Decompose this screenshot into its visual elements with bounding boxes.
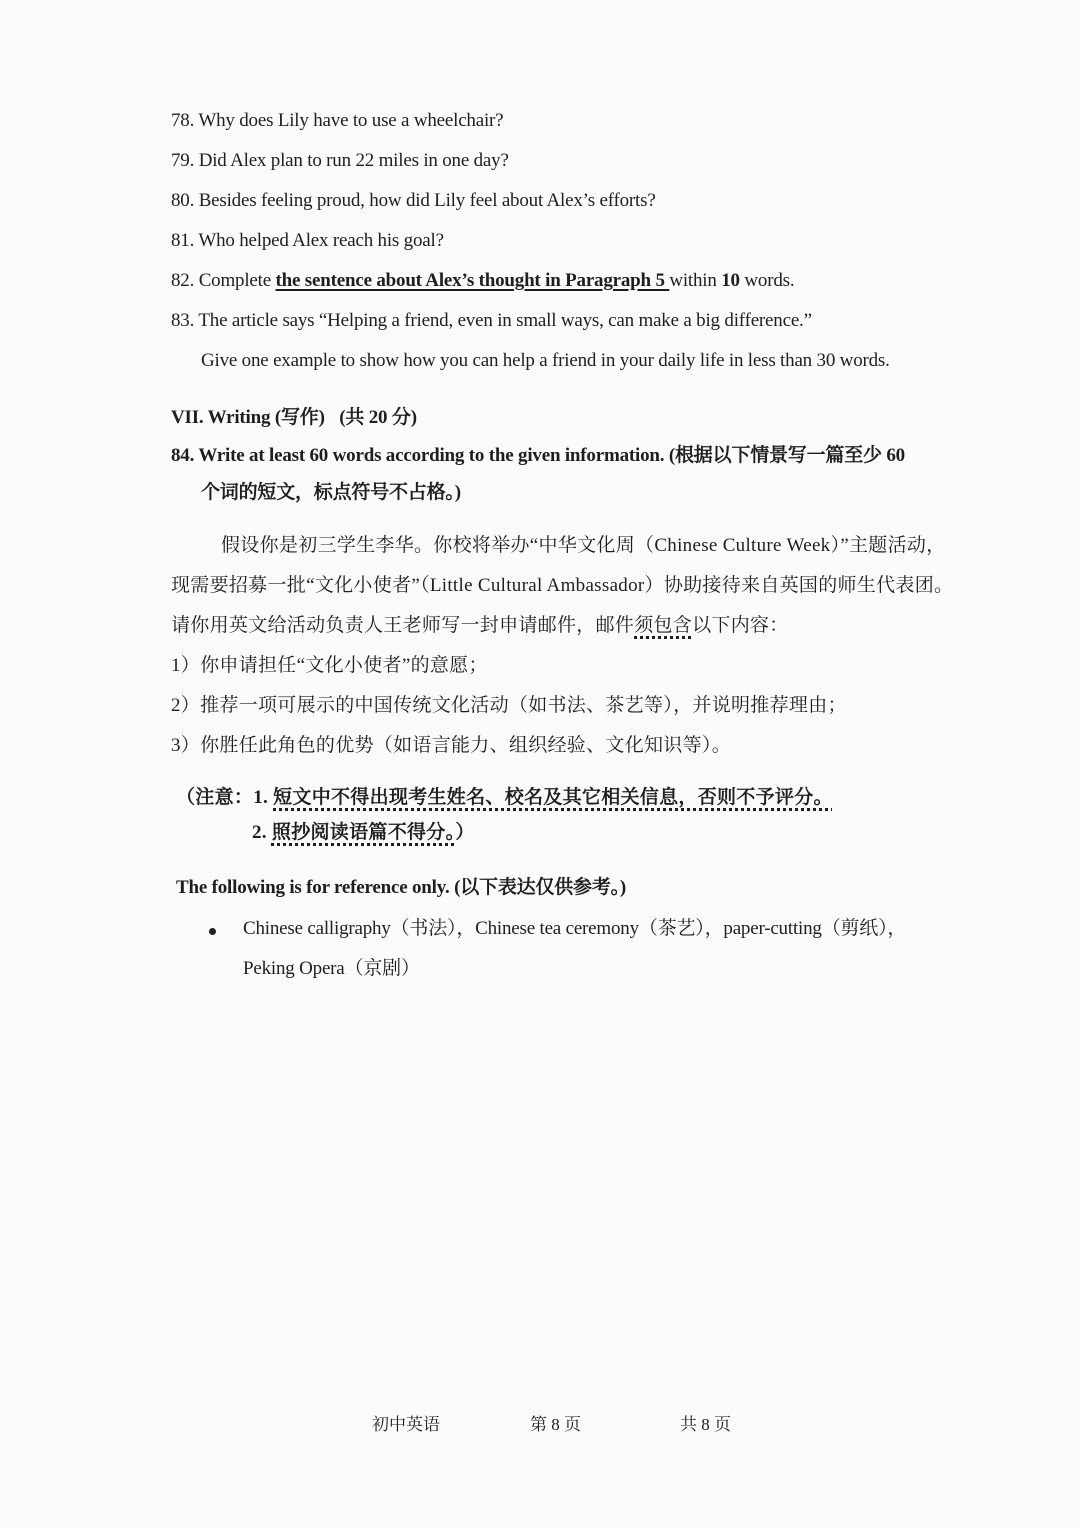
question-80: 80. Besides feeling proud, how did Lily feel about Alex’s efforts? — [171, 190, 656, 211]
requirement-3: 3）你胜任此角色的优势（如语言能力、组织经验、文化知识等）。 — [171, 735, 732, 756]
note-1-text: 短文中不得出现考生姓名、校名及其它相关信息，否则不予评分。 — [273, 787, 833, 808]
note-2-label: 2. — [252, 822, 272, 843]
question-84-continued: 个词的短文，标点符号不占格。) — [201, 482, 461, 503]
note-1 — [176, 782, 833, 809]
question-83: 83. The article says “Helping a friend, even in small ways, can make a big difference.” — [171, 310, 812, 331]
question-83-continued: Give one example to show how you can help a friend in your daily life in less than 30 words. — [201, 350, 890, 371]
footer-total-pages: 共 8 页 — [680, 1415, 731, 1434]
question-81: 81. Who helped Alex reach his goal? — [171, 230, 444, 251]
reference-item-continued: Peking Opera（京剧） — [243, 958, 420, 979]
q82-mid: within — [669, 270, 722, 291]
reference-item: Chinese calligraphy（书法），Chinese tea ceremony（茶艺），paper-cutting（剪纸）， — [243, 918, 907, 939]
scenario-line-3-c: 以下内容： — [692, 615, 789, 636]
q82-prefix: 82. Complete — [171, 270, 276, 291]
reference-title: The following is for reference only. (以下表达仅供参考。) — [176, 877, 627, 898]
question-78: 78. Why does Lily have to use a wheelchair? — [171, 110, 504, 131]
writing-title: VII. Writing (写作) — [171, 407, 325, 428]
note-1-label: （注意：1. — [176, 787, 274, 808]
writing-score: (共 20 分) — [339, 407, 417, 428]
scenario-line-2: 现需要招募一批“文化小使者”（Little Cultural Ambassador）协助接待来自英国的师生代表团。 — [171, 575, 954, 596]
requirement-2: 2）推荐一项可展示的中国传统文化活动（如书法、茶艺等），并说明推荐理由； — [171, 695, 847, 716]
note-2-close: ） — [455, 822, 475, 843]
question-84: 84. Write at least 60 words according to the given information. (根据以下情景写一篇至少 60 — [171, 445, 905, 466]
writing-section-title — [171, 402, 417, 429]
scenario-emphasis: 须包含 — [634, 615, 693, 636]
note-2-text: 照抄阅读语篇不得分。 — [271, 822, 456, 843]
bullet-icon — [209, 928, 216, 935]
q82-suffix: words. — [739, 270, 795, 291]
footer-page-number: 第 8 页 — [530, 1415, 581, 1434]
scenario-line-1: 假设你是初三学生李华。你校将举办“中华文化周（Chinese Culture Week）”主题活动， — [221, 535, 946, 556]
scenario-line-3-a: 请你用英文给活动负责人王老师写一封申请邮件，邮件 — [171, 615, 635, 636]
question-82 — [171, 270, 794, 292]
question-79: 79. Did Alex plan to run 22 miles in one day? — [171, 150, 509, 171]
q82-underlined: the sentence about Alex’s thought in Paragraph 5 — [275, 270, 670, 291]
requirement-1: 1）你申请担任“文化小使者”的意愿； — [171, 655, 488, 676]
scenario-line-3 — [171, 610, 789, 637]
q82-number: 10 — [721, 270, 740, 291]
footer-subject: 初中英语 — [372, 1415, 440, 1434]
note-2 — [252, 817, 475, 844]
